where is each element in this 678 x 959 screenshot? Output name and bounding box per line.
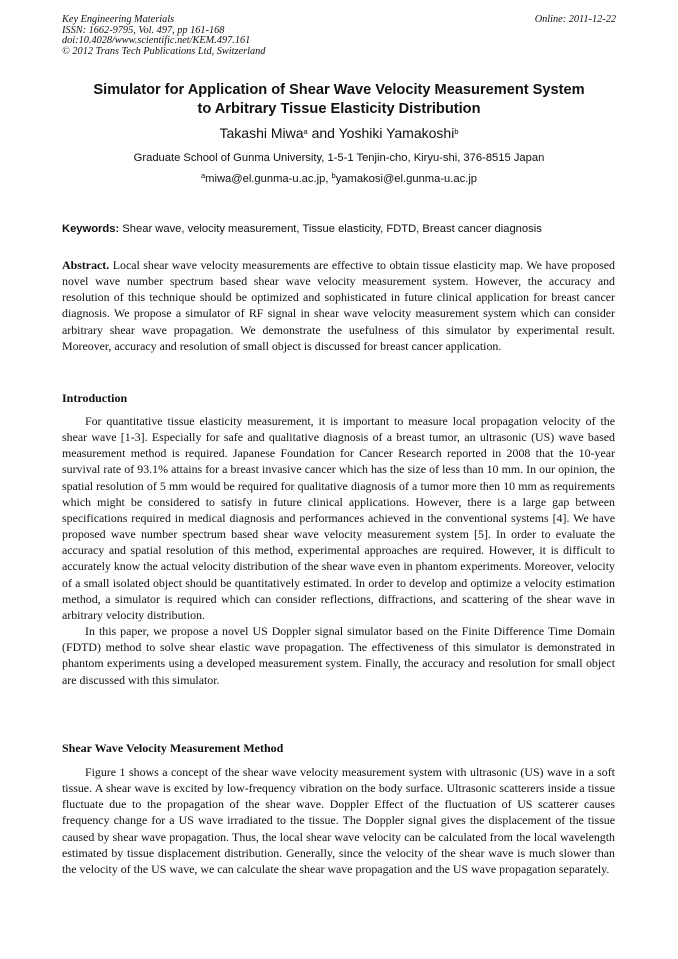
introduction-heading: Introduction: [62, 391, 128, 405]
online-date: Online: 2011-12-22: [534, 14, 616, 25]
paper-title: [52, 81, 626, 119]
paragraph: For quantitative tissue elasticity measurement, it is important to measure local propagation velocity of the shear wave [1-3]. Especially for safe and qualitative diagnosis of a breast tumor, an ultrasonic (US) wave based measurement method is required. Japanese Foundation for Cancer Research reported in 2008 that the 10-year survival rate of 93.1% attains for a breast invasive cancer which has the size of less than 10 mm. In our opinion, the spatial resolution of 5 mm would be required for qualitative diagnosis of a tumor more then 10 mm as requirements which might be considered to satisfy in future clinical applications. However, there is a large gap between specifications required in medical diagnosis and performances achieved in the conventional systems [4]. We have proposed wave number spectrum based shear wave velocity measurement system [5]. In order to evaluate the accuracy and spatial resolution of this method, experimental approaches are required. However, it is difficult to accurately know the actual velocity distribution of the shear wave even in phantom experiments. Moreover, velocity of a small isolated object should be quantitatively estimated. In order to develop and optimize a velocity estimation method, a simulator is required which can consider reflections, diffractions, and scattering of the shear wave in arbitrary velocity distribution.: [62, 414, 615, 622]
method-heading: Shear Wave Velocity Measurement Method: [62, 741, 284, 755]
abstract-label: Abstract.: [62, 258, 110, 272]
author-superscript: a: [303, 127, 308, 136]
title-line-1: Simulator for Application of Shear Wave Velocity Measurement System: [93, 82, 585, 98]
keywords: [62, 222, 616, 236]
affiliation: Graduate School of Gunma University, 1-5-1 Tenjin-cho, Kiryu-shi, 376-8515 Japan: [133, 152, 545, 164]
author-name: Takashi Miwa: [219, 125, 304, 141]
author-name: Yoshiki Yamakoshi: [338, 125, 455, 141]
introduction-section: [62, 413, 615, 688]
author-superscript: b: [454, 127, 459, 136]
abstract: [62, 257, 615, 354]
keywords-label: Keywords:: [62, 223, 120, 235]
method-section: [62, 764, 615, 877]
keywords-text: Shear wave, velocity measurement, Tissue elasticity, FDTD, Breast cancer diagnosis: [119, 223, 542, 235]
copyright-line: © 2012 Trans Tech Publications Ltd, Switzerland: [62, 45, 266, 57]
paragraph: Figure 1 shows a concept of the shear wave velocity measurement system with ultrasonic (US) wave in a soft tissue. A shear wave is excited by low-frequency vibration on the body surface. Ultrasonic scatterers inside a tissue fluctuate due to the propagation of the shear wave. Doppler Effect of the fluctuation of US scatterer causes frequency change for a US wave irradiated to the tissue. The Doppler signal gives the displacement of the tissue caused by shear wave propagation. Thus, the local shear wave velocity can be calculated from the local wavelength estimated by tissue displacement distribution. Generally, since the velocity of the shear wave is much slower than the velocity of the US wave, we can calculate the shear wave propagation and the US wave propagation separately.: [62, 765, 615, 876]
title-line-2: to Arbitrary Tissue Elasticity Distribution: [197, 101, 481, 117]
issn-line: ISSN: 1662-9795, Vol. 497, pp 161-168: [62, 24, 225, 36]
email-address: yamakosi@el.gunma-u.ac.jp: [335, 173, 478, 185]
email-address: miwa@el.gunma-u.ac.jp,: [205, 173, 332, 185]
abstract-text: Local shear wave velocity measurements are effective to obtain tissue elasticity map. We have proposed novel wave number spectrum based shear wave velocity measurement system. However, the accuracy and resolution of this technique should be optimized and sophisticated in future clinical application for breast cancer diagnosis. We propose a simulator of RF signal in shear wave velocity measurement system which can consider arbitrary shear wave propagation. We demonstrate the usefulness of this simulator by experimental result. Moreover, accuracy and resolution of small object is discussed for breast cancer application.: [62, 258, 615, 353]
author-list: [52, 124, 626, 142]
journal-header: [62, 15, 616, 57]
doi-line: doi:10.4028/www.scientific.net/KEM.497.161: [62, 35, 251, 47]
email-superscript: b: [331, 171, 336, 180]
email-superscript: a: [200, 171, 206, 180]
author-conjunction: and: [307, 125, 339, 141]
journal-name: Key Engineering Materials: [62, 14, 175, 25]
author-emails: [52, 171, 626, 187]
paragraph: In this paper, we propose a novel US Doppler signal simulator based on the Finite Difference Time Domain (FDTD) method to solve shear elastic wave propagation. The effectiveness of this simulator is demonstrated in phantom experiments using a developed measurement system. Finally, the accuracy and resolution for small object are discussed with this simulator.: [62, 624, 615, 687]
